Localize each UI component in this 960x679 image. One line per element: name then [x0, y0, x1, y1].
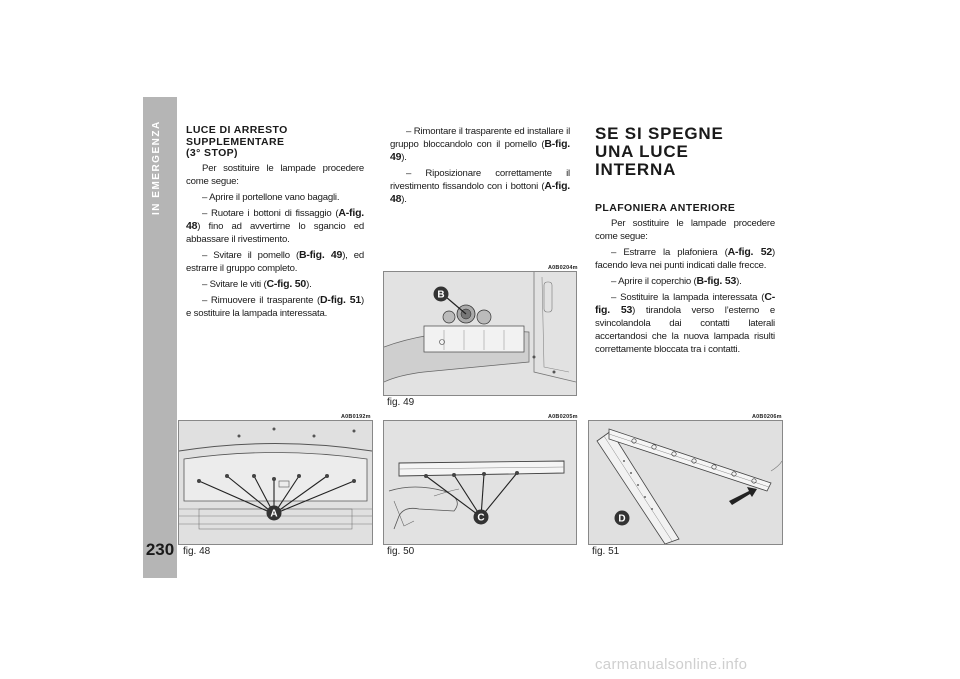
section-title: SE SI SPEGNE UNA LUCE INTERNA: [595, 124, 724, 179]
figure-code: A0B0204m: [548, 265, 578, 271]
figure-reference: B-fig. 53: [696, 274, 737, 287]
paragraph: – Rimontare il trasparente ed installare il gruppo bloccandolo con il pomello (B-fig. 49).: [390, 126, 570, 163]
figure-code: A0B0192m: [341, 414, 371, 420]
callout-label: A: [270, 508, 278, 520]
paragraph: – Ruotare i bottoni di fissaggio (A-fig. 48) fino ad avvertirne lo sgancio ed abbassare il rivestimento.: [186, 206, 364, 245]
figure-50: [383, 420, 577, 545]
callout-label: C: [477, 512, 485, 524]
column-3: [595, 125, 775, 359]
column-2: [390, 125, 570, 209]
figure-51: [588, 420, 783, 545]
paragraph: – Estrarre la plafoniera (A-fig. 52) facendo leva nei punti indicati dalle frecce.: [595, 245, 775, 271]
figure-caption: fig. 48: [183, 546, 211, 557]
paragraph: – Aprire il coperchio (B-fig. 53).: [611, 274, 742, 287]
figure-50-illustration: [384, 421, 576, 544]
column-1: [186, 125, 364, 323]
figure-reference: D-fig. 51: [320, 293, 361, 306]
figure-reference: A-fig. 52: [727, 245, 772, 258]
figure-reference: C-fig. 53: [595, 290, 775, 316]
watermark: carmanualsonline.info: [595, 656, 748, 673]
figure-51-illustration: [589, 421, 782, 544]
figure-49-illustration: [384, 272, 576, 395]
figure-reference: A-fig. 48: [390, 180, 570, 205]
paragraph: – Sostituire la lampada interessata (C-fig. 53) tirandola verso l’esterno e svincolandola dai contatti laterali accertandosi che la nuova lampada risulti correttamente bloccata tra i contatti.: [595, 290, 775, 355]
paragraph: – Svitare il pomello (B-fig. 49), ed estrarre il gruppo completo.: [186, 248, 364, 274]
paragraph: – Svitare le viti (C-fig. 50).: [202, 277, 312, 290]
figure-caption: fig. 51: [592, 546, 620, 557]
paragraph: – Aprire il portellone vano bagagli.: [202, 191, 340, 203]
callout-label: B: [437, 289, 445, 301]
figure-48-illustration: [179, 421, 372, 544]
figure-reference: C-fig. 50: [266, 277, 307, 290]
page-number: 230: [145, 540, 175, 559]
figure-48: [178, 420, 373, 545]
figure-code: A0B0206m: [752, 414, 782, 420]
paragraph: Per sostituire le lampade procedere come segue:: [595, 217, 775, 242]
section-label: IN EMERGENZA: [151, 120, 162, 215]
figure-reference: A-fig. 48: [186, 206, 364, 232]
section-heading: LUCE DI ARRESTO SUPPLEMENTARE (3° STOP): [186, 124, 288, 159]
figure-caption: fig. 49: [387, 397, 415, 408]
figure-code: A0B0205m: [548, 414, 578, 420]
paragraph: – Rimuovere il trasparente (D-fig. 51) e sostituire la lampada interessata.: [186, 293, 364, 319]
paragraph: – Riposizionare correttamente il rivestimento fissandolo con i bottoni (A-fig. 48).: [390, 168, 570, 205]
callout-label: D: [618, 513, 626, 525]
figure-reference: B-fig. 49: [390, 138, 570, 163]
figure-caption: fig. 50: [387, 546, 415, 557]
section-heading: PLAFONIERA ANTERIORE: [595, 202, 736, 214]
figure-49: [383, 271, 577, 396]
paragraph: Per sostituire le lampade procedere come segue:: [186, 162, 364, 187]
figure-reference: B-fig. 49: [298, 248, 343, 261]
